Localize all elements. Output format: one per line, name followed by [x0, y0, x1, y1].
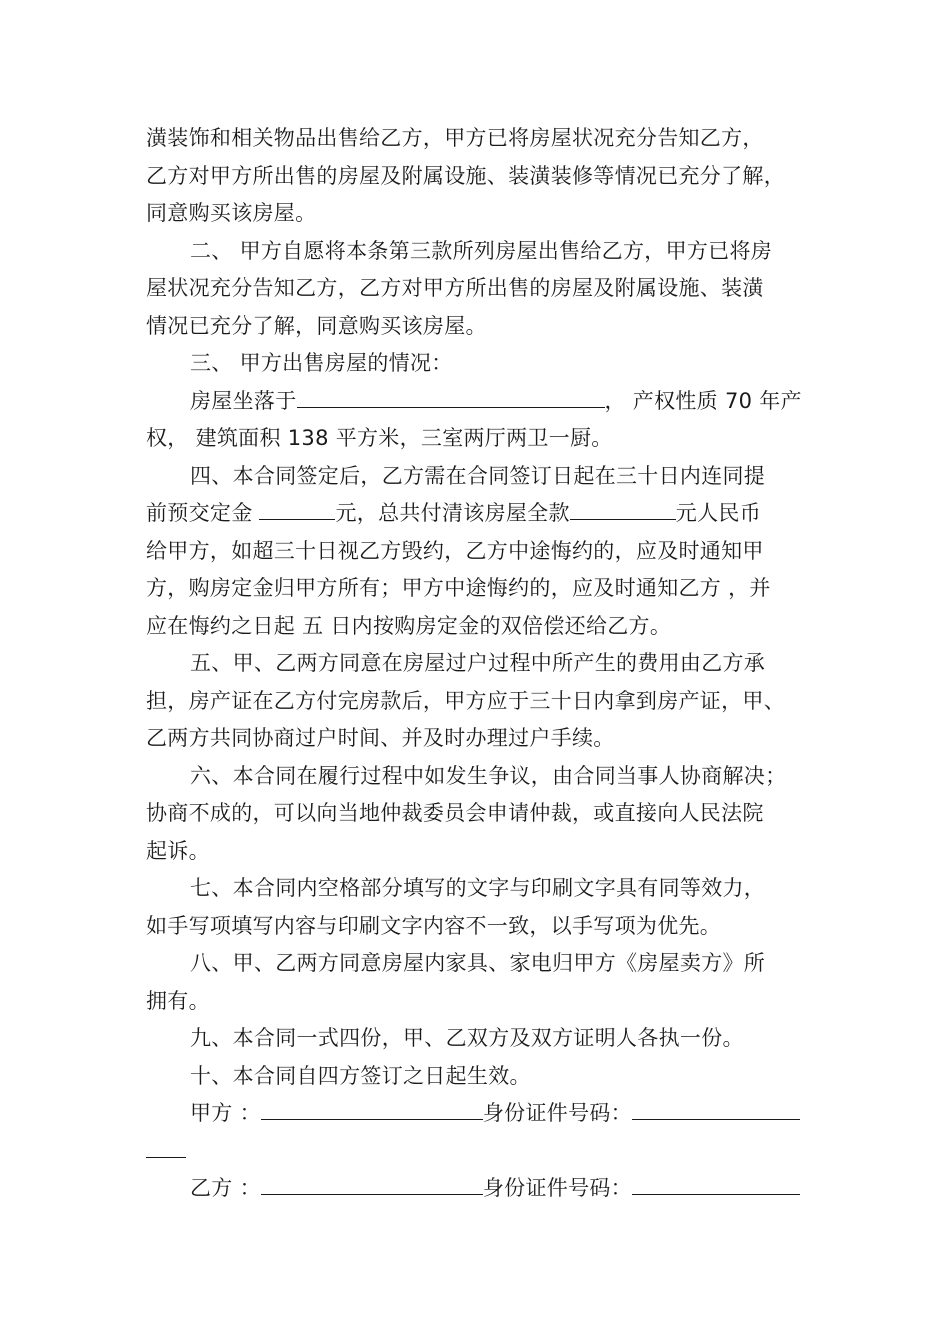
- party-b-label: 乙方 ：: [190, 1176, 261, 1200]
- paragraph-line: 潢装饰和相关物品出售给乙方，甲方已将房屋状况充分告知乙方，: [146, 126, 764, 150]
- party-a-id-blank-continued[interactable]: [146, 1138, 186, 1158]
- party-b-signature-line: [146, 1170, 814, 1208]
- clause-4-line: 四、本合同签定后，乙方需在合同签订日起在三十日内连同提: [190, 463, 766, 488]
- clause-10-line: 十、本合同自四方签订之日起生效。: [190, 1063, 531, 1088]
- clause-4-line: 应在悔约之日起 五 日内按购房定金的双倍偿还给乙方。: [146, 613, 672, 638]
- party-b-id-label: 身份证件号码：: [482, 1176, 632, 1200]
- clause-4-line: 方，购房定金归甲方所有；甲方中途悔约的，应及时通知乙方 ，并: [146, 576, 771, 600]
- clause-5-line: 乙两方共同协商过户时间、并及时办理过户手续。: [146, 726, 615, 750]
- clause-2-line: 情况已充分了解，同意购买该房屋。: [146, 313, 487, 338]
- party-a-name-blank[interactable]: [261, 1100, 483, 1120]
- clause-9-line: 九、本合同一式四份，甲、乙双方及双方证明人各执一份。: [190, 1026, 744, 1050]
- clause-6-line: 起诉。: [146, 838, 210, 863]
- party-a-id-continuation: [146, 1133, 814, 1171]
- clause-8-line: 八、甲、乙两方同意房屋内家具、家电归甲方《房屋卖方》所: [190, 951, 766, 975]
- clause-6-line: 六、本合同在履行过程中如发生争议，由合同当事人协商解决；: [190, 763, 787, 788]
- property-location-label: 房屋坐落于: [190, 388, 297, 413]
- clause-4-payment-line: [146, 495, 814, 533]
- contract-body: [146, 120, 814, 1208]
- total-payment-label: 元，总共付清该房屋全款: [335, 501, 570, 525]
- paragraph-line: 乙方对甲方所出售的房屋及附属设施、装潢装修等情况已充分了解，: [146, 163, 785, 188]
- clause-5-line: 担，房产证在乙方付完房款后，甲方应于三十日内拿到房产证，甲、: [146, 688, 785, 713]
- property-location-line: [146, 383, 814, 421]
- deposit-label: 前预交定金: [146, 501, 260, 525]
- party-a-id-blank[interactable]: [632, 1100, 800, 1120]
- total-amount-blank[interactable]: [570, 500, 676, 520]
- currency-label: 元人民币: [675, 501, 761, 525]
- party-a-label: 甲方 ：: [190, 1101, 261, 1125]
- clause-5-line: 五、甲、乙两方同意在房屋过户过程中所产生的费用由乙方承: [190, 651, 766, 675]
- clause-7-line: 如手写项填写内容与印刷文字内容不一致，以手写项为优先。: [146, 913, 722, 938]
- clause-2-line: 二、 甲方自愿将本条第三款所列房屋出售给乙方，甲方已将房: [190, 238, 773, 263]
- clause-8-line: 拥有。: [146, 988, 210, 1013]
- deposit-amount-blank[interactable]: [259, 500, 335, 520]
- clause-4-line: 给甲方，如超三十日视乙方毁约，乙方中途悔约的，应及时通知甲: [146, 538, 764, 563]
- clause-6-line: 协商不成的，可以向当地仲裁委员会申请仲裁，或直接向人民法院: [146, 801, 764, 825]
- party-b-name-blank[interactable]: [261, 1175, 483, 1195]
- property-rights-text: ， 产权性质 70 年产: [604, 388, 802, 413]
- clause-7-line: 七、本合同内空格部分填写的文字与印刷文字具有同等效力，: [190, 876, 766, 900]
- party-a-id-label: 身份证件号码：: [482, 1101, 632, 1125]
- clause-3-heading: 三、 甲方出售房屋的情况：: [190, 351, 453, 375]
- party-a-signature-line: [146, 1095, 814, 1133]
- property-address-blank[interactable]: [297, 388, 605, 408]
- clause-2-line: 屋状况充分告知乙方，乙方对甲方所出售的房屋及附属设施、装潢: [146, 276, 764, 300]
- party-b-id-blank[interactable]: [632, 1175, 800, 1195]
- property-area-line: 权， 建筑面积 138 平方米，三室两厅两卫一厨。: [146, 426, 613, 450]
- paragraph-line: 同意购买该房屋。: [146, 201, 317, 225]
